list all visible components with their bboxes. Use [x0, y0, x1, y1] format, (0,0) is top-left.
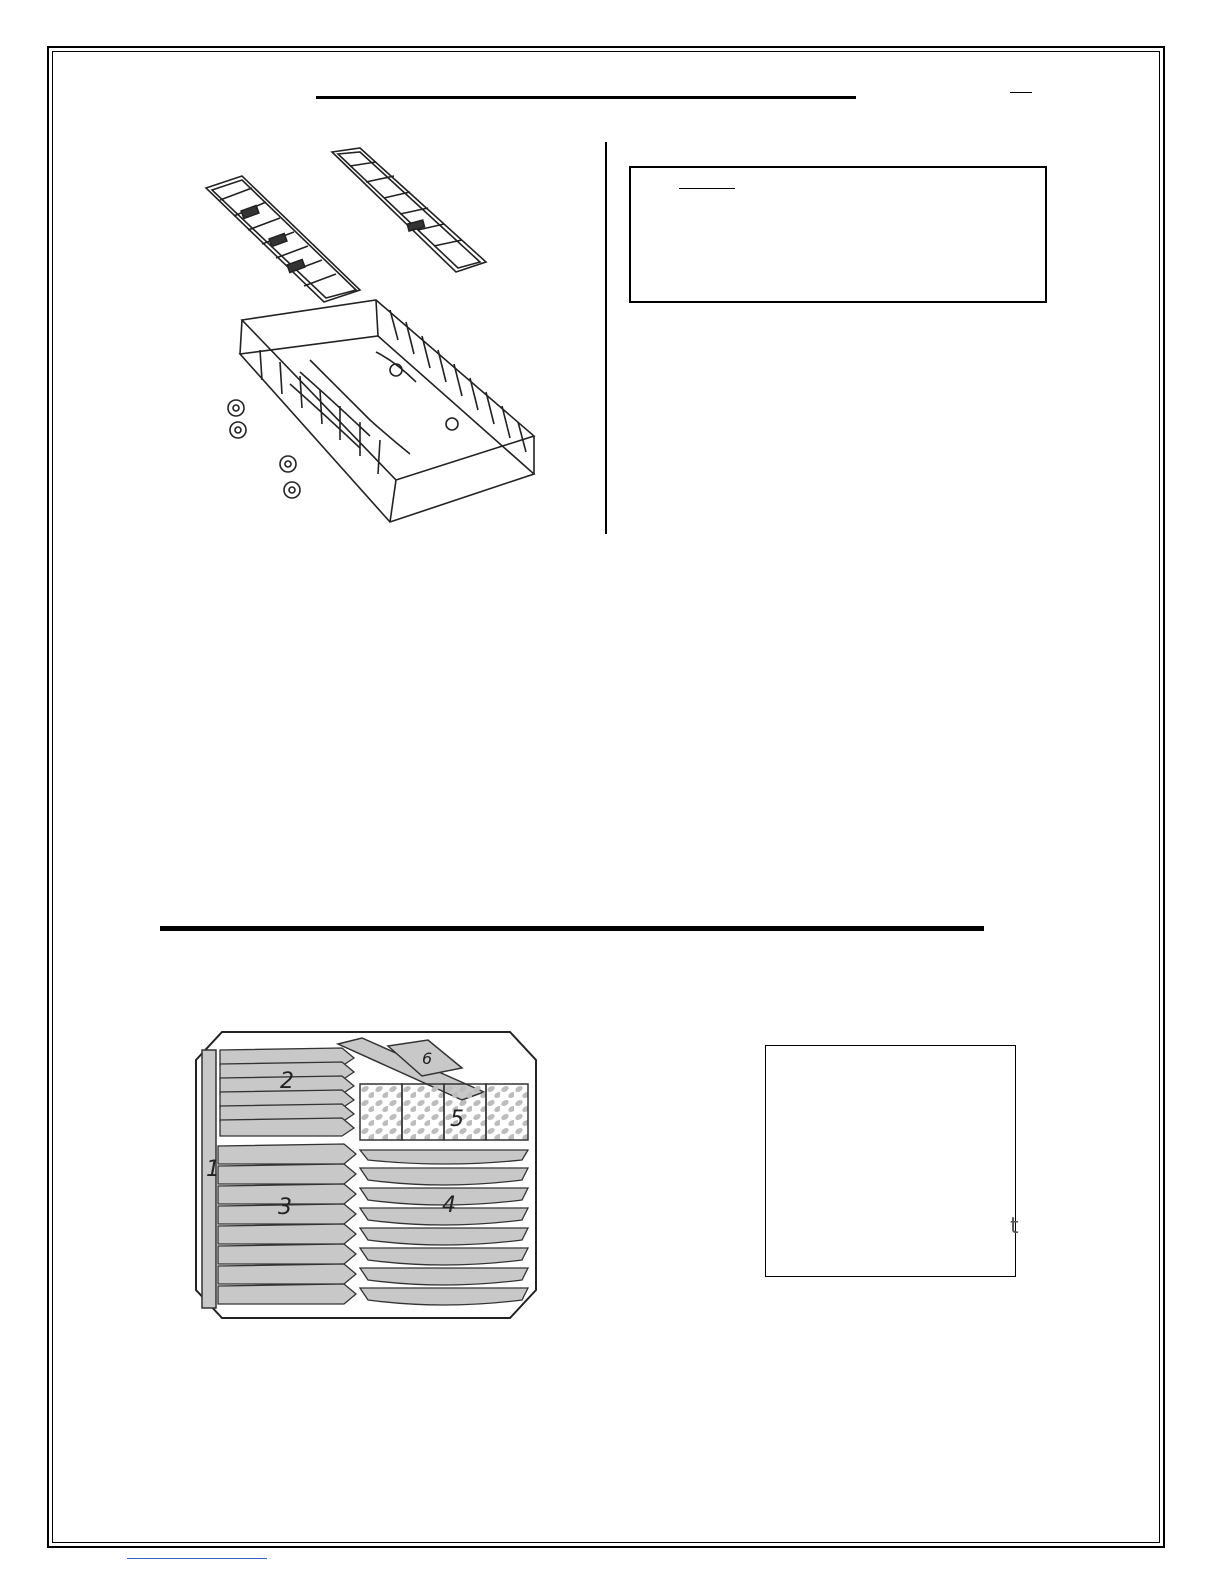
page-number-underline	[1010, 92, 1032, 93]
footer-link[interactable]	[127, 1558, 267, 1559]
note-title-underline	[679, 188, 735, 189]
rack-wheels	[228, 400, 300, 498]
label-5: 5	[450, 1107, 464, 1132]
label-2: 2	[280, 1069, 294, 1094]
left-shelf	[206, 176, 360, 302]
dishwasher-rack-with-shelves-icon	[190, 140, 550, 540]
label-4: 4	[442, 1193, 456, 1218]
label-6: 6	[422, 1049, 433, 1068]
partial-glyph: t	[1010, 1214, 1019, 1239]
rack-loading-diagram-icon	[192, 1028, 542, 1324]
note-box	[629, 166, 1047, 303]
section-title-underline	[316, 96, 856, 99]
column-divider	[605, 142, 607, 534]
loading-section-underline	[160, 926, 984, 931]
label-1: 1	[206, 1157, 220, 1182]
right-shelf	[332, 148, 486, 272]
side-box	[765, 1045, 1016, 1277]
label-3: 3	[278, 1195, 292, 1220]
